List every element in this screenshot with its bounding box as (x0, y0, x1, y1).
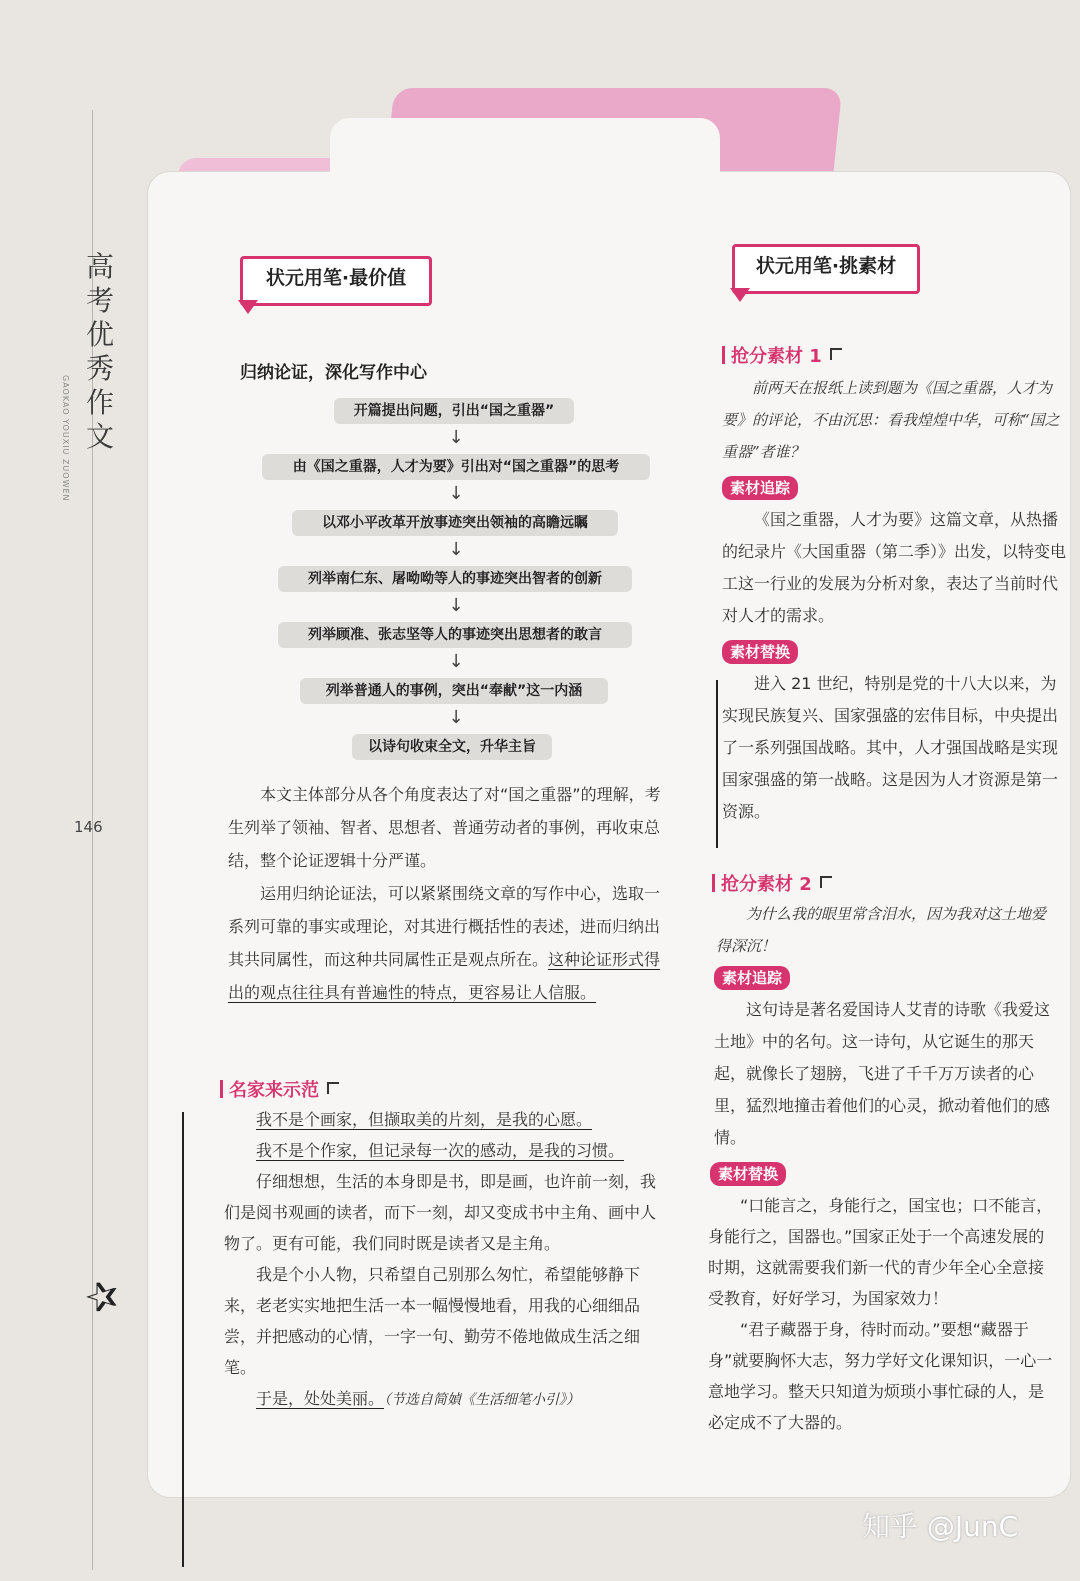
material-2-title (712, 870, 832, 896)
analysis-paragraph-2-text: 运用归纳论证法，可以紧紧围绕文章的写作中心，选取一系列可靠的事实或理论，对其进行概括性的表述，进而归纳出其共同属性，而这种共同属性正是观点所在。 (228, 884, 661, 969)
flow-step-3: 以邓小平改革开放事迹突出领袖的高瞻远瞩 (292, 510, 618, 536)
material-1-title-text: 抢分素材 1 (731, 346, 822, 367)
material-1-replace-badge: 素材替换 (722, 640, 798, 664)
flow-arrow-icon: ↓ (448, 427, 464, 448)
famous-paragraph-3: 仔细想想，生活的本身即是书，即是画，也许前一刻，我们是阅书观画的读者，而下一刻，却又变成书中主角、画中人物了。更有可能，我们同时既是读者又是主角。 (224, 1172, 657, 1253)
material-2-replace-text-1: “口能言之，身能行之，国宝也；口不能言，身能行之，国器也。”国家正处于一个高速发展的时期，这就需要我们新一代的青少年全心全意接受教育，好好学习，为国家效力！ (708, 1196, 1053, 1308)
right-section-header: 状元用笔·挑素材 (732, 244, 920, 294)
material-1-quote: 前两天在报纸上读到题为《国之重器，人才为要》的评论，不由沉思：看我煌煌中华，可称“国之重器”者谁？ (722, 379, 1060, 461)
famous-paragraph-5 (224, 1383, 668, 1416)
flow-step-4: 列举南仁东、屠呦呦等人的事迹突出智者的创新 (278, 566, 632, 592)
left-section-header: 状元用笔·最价值 (240, 256, 432, 306)
flow-step-7: 以诗句收束全文，升华主旨 (352, 734, 552, 760)
material-1-replace (722, 668, 1066, 828)
material-2-replace-text-2: “君子藏器于身，待时而动。”要想“藏器于身”就要胸怀大志，努力学好文化课知识，一心一意地学习。整天只知道为烦琐小事忙碌的人，是必定成不了大器的。 (708, 1320, 1053, 1432)
handwritten-star-icon: ✰ (79, 1269, 126, 1325)
flow-step-5: 列举顾准、张志坚等人的事迹突出思想者的敢言 (278, 622, 632, 648)
flow-step-2: 由《国之重器，人才为要》引出对“国之重器”的思考 (262, 454, 650, 480)
header-notch (238, 300, 258, 314)
flow-arrow-icon: ↓ (448, 483, 464, 504)
material-2-quote: 为什么我的眼里常含泪水，因为我对这土地爱得深沉！ (716, 905, 1047, 955)
famous-example-block (224, 1104, 668, 1416)
flow-arrow-icon: ↓ (448, 707, 464, 728)
flow-arrow-icon: ↓ (448, 595, 464, 616)
watermark: 知乎 @JunC (862, 1510, 1019, 1543)
material-1-trace-badge: 素材追踪 (722, 476, 798, 500)
material-1-trace (722, 504, 1066, 632)
flow-step-6: 列举普通人的事例，突出“奉献”这一内涵 (300, 678, 608, 704)
material-1-replace-text: 进入 21 世纪，特别是党的十八大以来，为实现民族复兴、国家强盛的宏伟目标，中央提出了一系列强国战略。其中，人才强国战略是实现国家强盛的第一战略。这是因为人才资源是第一资源。 (722, 674, 1059, 821)
material-2-replace (708, 1190, 1056, 1438)
handwritten-bracket (716, 680, 718, 848)
famous-example-title-text: 名家来示范 (229, 1080, 319, 1101)
book-title-pinyin: GAOKAO YOUXIU ZUOWEN (61, 375, 70, 502)
material-2-trace-badge: 素材追踪 (714, 966, 790, 990)
underlined-conclusion: 这种论证形式得出的观点往往具有普遍性的特点，更容易让人信服。 (228, 950, 661, 1002)
analysis-block (228, 778, 674, 1009)
famous-source: （节选自简媜《生活细笔小引》） (384, 1392, 581, 1408)
analysis-paragraph-1: 本文主体部分从各个角度表达了对“国之重器”的理解，考生列举了领袖、智者、思想者、普通劳动者的事例，再收束总结，整个论证逻辑十分严谨。 (228, 785, 661, 870)
flow-arrow-icon: ↓ (448, 651, 464, 672)
famous-example-title (220, 1076, 339, 1102)
material-2-trace (714, 994, 1058, 1154)
famous-closing-line: 于是，处处美丽。 (256, 1389, 385, 1408)
material-1-title (722, 342, 842, 368)
material-2-replace-badge: 素材替换 (710, 1162, 786, 1186)
material-1-trace-text: 《国之重器，人才为要》这篇文章，从热播的纪录片《大国重器（第二季）》出发，以特变电工这一行业的发展为分析对象，表达了当前时代对人才的需求。 (722, 510, 1067, 625)
handwritten-margin-line (182, 1112, 184, 1567)
analysis-paragraph-2 (228, 877, 674, 1009)
page-number: 146 (74, 818, 103, 836)
left-subtitle: 归纳论证，深化写作中心 (240, 363, 427, 383)
material-2-trace-text: 这句诗是著名爱国诗人艾青的诗歌《我爱这土地》中的名句。这一诗句，从它诞生的那天起，就像长了翅膀，飞进了千千万万读者的心里，猛烈地撞击着他们的心灵，掀动着他们的感情。 (714, 1000, 1051, 1147)
flow-arrow-icon: ↓ (448, 539, 464, 560)
material-2-title-text: 抢分素材 2 (721, 874, 812, 895)
flow-step-1: 开篇提出问题，引出“国之重器” (334, 398, 574, 424)
famous-paragraph-1: 我不是个画家，但撷取美的片刻，是我的心愿。 (256, 1110, 593, 1129)
folder-tab-front (330, 118, 720, 198)
famous-paragraph-2: 我不是个作家，但记录每一次的感动，是我的习惯。 (256, 1141, 625, 1160)
header-notch (730, 288, 750, 302)
book-title-vertical: 高考优秀作文 (85, 250, 114, 453)
famous-paragraph-4: 我是个小人物，只希望自己别那么匆忙，希望能够静下来，老老实实地把生活一本一幅慢慢地看，用我的心细细品尝，并把感动的心情，一字一句、勤劳不倦地做成生活之细笔。 (224, 1265, 641, 1377)
